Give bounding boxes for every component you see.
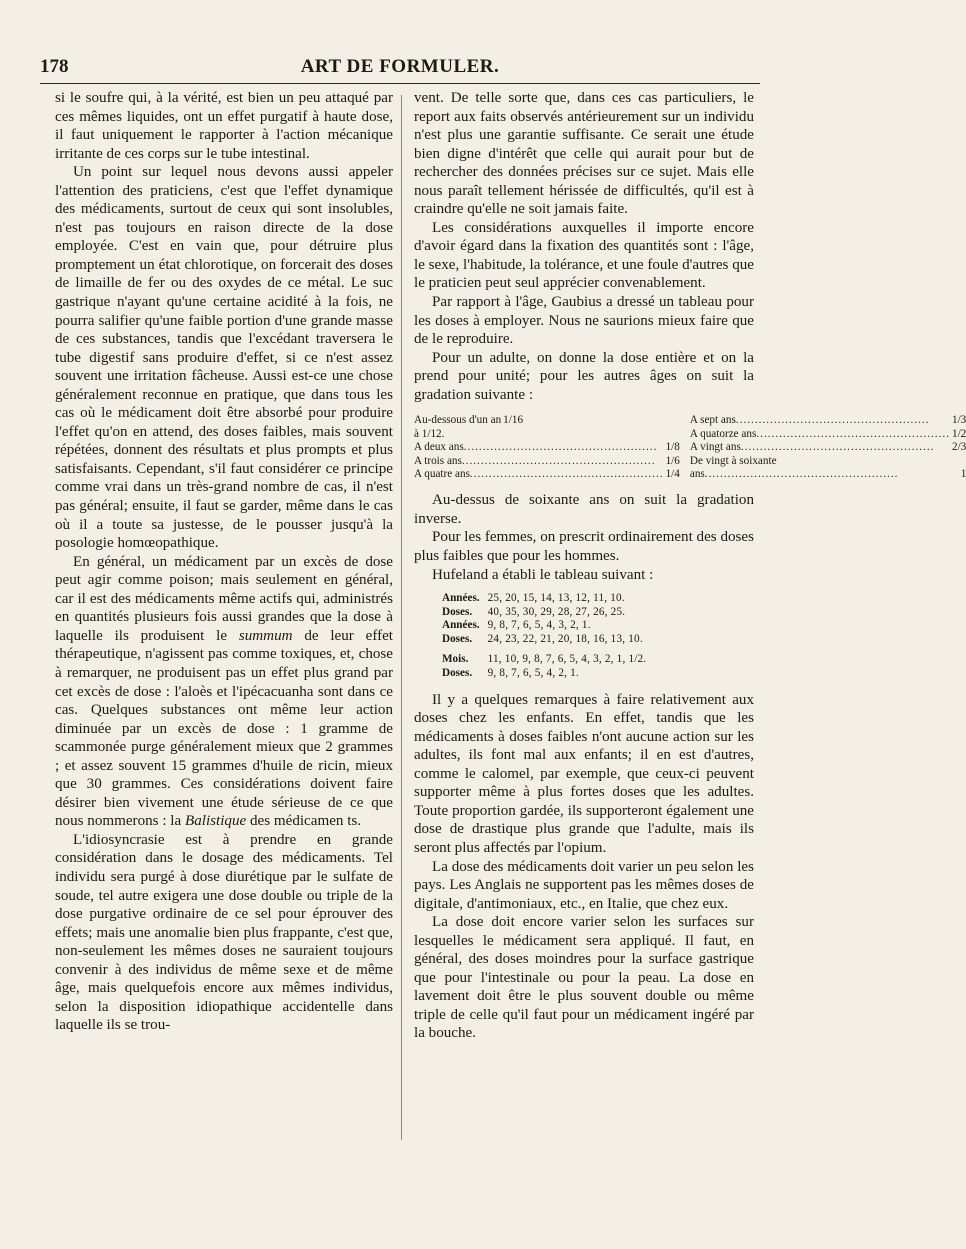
gradation-row [414,414,680,427]
row-label: Mois. [442,653,469,666]
row-label: Doses. [442,667,473,680]
gradation-age: A trois ans [414,454,462,467]
table-row [414,592,646,606]
row-label: Années. [442,592,480,605]
paragraph-text: En général, un médicament par un excès de dose peut agir comme poison; mais seulement en général, car il est des médicaments même actifs qui, administrés en quantités plusieurs fois aussi grandes que la dose à laquelle ils produisent le [55,553,393,644]
row-label: Années. [442,619,480,632]
gradation-age: A deux ans [414,441,464,454]
gradation-row [690,441,966,454]
running-title: ART DE FORMULER. [300,56,500,77]
table-row [414,606,646,620]
row-values: 9, 8, 7, 6, 5, 4, 3, 2, 1. [487,619,591,632]
row-label: Doses. [442,632,473,645]
paragraph: Pour les femmes, on prescrit ordinairement des doses plus faibles que pour les hommes. [414,529,754,564]
gradation-row [414,441,680,454]
header-rule [40,83,760,84]
gradation-fraction: 1 [960,467,966,480]
gradation-fraction: 1/16 [503,414,524,427]
gradation-right-column [690,414,966,481]
gradation-fraction: 1/6 [665,454,680,467]
paragraph: Au-dessus de soixante ans on suit la gradation inverse. [414,492,754,527]
right-column [414,89,966,1043]
gradation-age: A vingt ans [689,441,741,454]
left-column [55,89,393,1035]
gradation-age: à 1/12. [414,427,445,440]
row-values: 40, 35, 30, 29, 28, 27, 26, 25. [487,605,626,618]
paragraph: Un point sur lequel nous devons aussi appeler l'attention des praticiens, c'est que l'effet dynamique des médicaments, surtout de ceux qui sont insolubles, n'est pas toujours en raison directe de la dose employée. C'est en vain que, pour détruire plus promptement un état chlorotique, on forcerait des doses de limaille de fer ou des oxydes de ce métal. Le suc gastrique n'ayant qu'une certaine acidité à la fois, ne pourra salifier qu'une faible portion d'une grande masse de ces substances, tandis que l'excédant traversera le tube digestif sans produire d'effet, si ce n'est assez souvent une irritation fâcheuse. Aussi est-ce une chose généralement reconnue en pratique, que dans tous les cas où le médicament doit être absorbé pour produire l'effet qu'on en attend, des doses faibles, mais souvent répétées, donnent des résultats et plus prompts et plus satisfaisants. Cependant, s'il faut considérer ce principe comme vrai dans un très-grand nombre de cas, il n'est pas général; ensuite, il faut se garder, même dans le cas où il a toute sa justesse, de le pousser jusqu'à la posologie homœopathique. [55,164,393,552]
row-values: 9, 8, 7, 6, 5, 4, 2, 1. [487,667,579,680]
paragraph-text: de leur effet thérapeutique, n'agissent pas comme toxiques, et, chose à remarquer, ne produisent pas un effet plus grand par cet excès de dose : l'aloès et l'ipécacuanha sont dans ce cas. Quelques substances ont même leur action diminuée par un excès de dose : 1 gramme de scammonée purge généralement mieux que 2 grammes ; et assez souvent 15 grammes d'huile de ricin, mieux que 30 grammes. Ces considérations doivent faire désirer bien vivement une étude sérieuse de ce que nous nommerons : la [55,627,393,830]
gaubius-gradation-table [414,414,966,481]
paragraph: Les considérations auxquelles il importe encore d'avoir égard dans la fixation des quantités sont : l'âge, le sexe, l'habitude, la tolérance, et une foule d'autres que le praticien peut seul apprécier convenablement. [414,219,754,292]
paragraph: Pour un adulte, on donne la dose entière et on la prend pour unité; pour les autres âges on suit la gradation suivante : [414,349,754,403]
gradation-fraction: 1/8 [665,441,680,454]
gradation-row [414,428,680,441]
gradation-age: De vingt à soixante [689,454,777,467]
gradation-age: A sept ans [689,414,736,427]
table-row [414,653,646,667]
row-values: 25, 20, 15, 14, 13, 12, 11, 10. [487,592,625,605]
gradation-age: A quatorze ans [689,427,757,440]
table-row [414,619,646,633]
paragraph [55,553,393,831]
gradation-age: A quatre ans [414,467,470,480]
table-row [414,633,646,647]
paragraph: Hufeland a établi le tableau suivant : [432,566,654,583]
page-number: 178 [40,56,69,77]
paragraph: L'idiosyncrasie est à prendre en grande considération dans le dosage des médicaments. Tel individu sera purgé à dose diurétique par le sulfate de soude, tel autre exigera une dose double ou triple de la dose purgative ordinaire de ce sel pour éprouver des effets; mais une anomalie bien plus frappante, c'est que, non-seulement les mêmes doses ne sauraient toujours convenir à des individus de même sexe et de même âge, mais quelquefois encore aux mêmes individus, selon la disposition idiopathique accidentelle dans laquelle ils se trou- [55,831,393,1034]
gradation-row [690,428,966,441]
italic-term: summum [238,627,293,644]
paragraph: La dose des médicaments doit varier un peu selon les pays. Les Anglais ne supportent pas les mêmes doses de digitale, d'antimoniaux, etc., en Italie, que chez eux. [414,858,754,912]
row-label: Doses. [442,605,473,618]
paragraph: vent. De telle sorte que, dans ces cas particuliers, le report aux faits observés antérieurement sur un individu n'est plus une garantie suffisante. Ce serait une étude bien digne d'intérêt que celle qui aurait pour but de rechercher des données précises sur ce sujet. Mais elle nous paraît tellement hérissée de difficultés, qu'il est à craindre qu'elle ne soit jamais faite. [414,90,754,218]
paragraph-text: des médicamen ts. [249,813,362,830]
column-divider [401,95,402,1140]
gradation-age: ans [689,467,705,480]
gradation-row [690,414,966,427]
row-values: 24, 23, 22, 21, 20, 18, 16, 13, 10. [487,632,643,645]
italic-term: Balistique [184,813,247,830]
paragraph: Il y a quelques remarques à faire relativement aux doses chez les enfants. En effet, tandis que les médicaments à doses faibles n'ont aucune action sur les adultes, ils font mal aux enfants; il en est d'autres, comme le calomel, par exemple, que ceux-ci peuvent supporter même à plus fortes doses que les adultes. Toute proportion gardée, ils supporteront également une dose de drastique plus grande que l'adulte, mais ils seront plus affectés par l'opium. [414,691,754,856]
gradation-fraction: 1/4 [665,467,680,480]
table-spacer [414,646,646,653]
gradation-row [414,468,680,481]
hufeland-table [414,592,646,681]
gradation-row [690,455,966,468]
gradation-row [690,468,966,481]
gradation-row [414,455,680,468]
gradation-fraction: 1/2 [951,427,966,440]
gradation-fraction: 2/3 [951,441,966,454]
gradation-fraction: 1/3 [951,414,966,427]
page-header [40,52,760,86]
table-row [414,667,646,681]
paragraph: La dose doit encore varier selon les surfaces sur lesquelles le médicament sera appliqué. Il faut, en général, des doses moindres pour la surface gastrique que pour l'intestinale ou pour la peau. La dose en lavement doit être le plus souvent double ou même triple de celle qu'il faut pour un médicament ingéré par la bouche. [414,914,754,1042]
gradation-age: Au-dessous d'un an [414,414,502,427]
row-values: 11, 10, 9, 8, 7, 6, 5, 4, 3, 2, 1, 1/2. [487,653,647,666]
paragraph: Par rapport à l'âge, Gaubius a dressé un tableau pour les doses à employer. Nous ne saurions mieux faire que de le reproduire. [414,294,754,348]
gradation-left-column [414,414,680,481]
paragraph: si le soufre qui, à la vérité, est bien un peu attaqué par ces mêmes liquides, ont un effet purgatif à haute dose, il faut uniquement le rapporter à l'action mécanique irritante de ces corps sur le tube intestinal. [55,90,393,162]
